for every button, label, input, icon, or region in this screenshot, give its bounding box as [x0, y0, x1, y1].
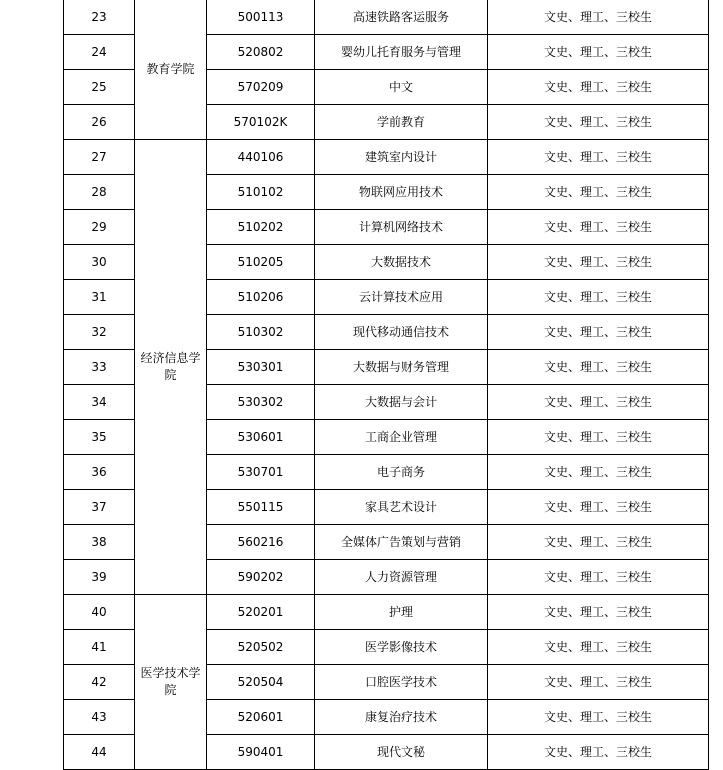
row-number-cell: 35 [64, 420, 135, 455]
category-cell: 文史、理工、三校生 [488, 700, 709, 735]
row-number-cell: 34 [64, 385, 135, 420]
row-number-cell: 40 [64, 595, 135, 630]
table-body [64, 0, 709, 770]
major-code-cell: 550115 [207, 490, 315, 525]
major-name-cell: 婴幼儿托育服务与管理 [315, 35, 488, 70]
major-code-cell: 500113 [207, 0, 315, 35]
row-number-cell: 25 [64, 70, 135, 105]
major-code-cell: 520802 [207, 35, 315, 70]
major-code-cell: 520502 [207, 630, 315, 665]
major-code-cell: 510202 [207, 210, 315, 245]
category-cell: 文史、理工、三校生 [488, 0, 709, 35]
major-name-cell: 口腔医学技术 [315, 665, 488, 700]
major-name-cell: 现代移动通信技术 [315, 315, 488, 350]
table-row [64, 140, 709, 175]
row-number-cell: 24 [64, 35, 135, 70]
major-name-cell: 建筑室内设计 [315, 140, 488, 175]
major-name-cell: 大数据技术 [315, 245, 488, 280]
major-code-cell: 570102K [207, 105, 315, 140]
category-cell: 文史、理工、三校生 [488, 420, 709, 455]
row-number-cell: 36 [64, 455, 135, 490]
category-cell: 文史、理工、三校生 [488, 315, 709, 350]
row-number-cell: 44 [64, 735, 135, 770]
major-name-cell: 工商企业管理 [315, 420, 488, 455]
major-code-cell: 440106 [207, 140, 315, 175]
category-cell: 文史、理工、三校生 [488, 35, 709, 70]
category-cell: 文史、理工、三校生 [488, 560, 709, 595]
major-name-cell: 电子商务 [315, 455, 488, 490]
category-cell: 文史、理工、三校生 [488, 595, 709, 630]
category-cell: 文史、理工、三校生 [488, 175, 709, 210]
row-number-cell: 32 [64, 315, 135, 350]
category-cell: 文史、理工、三校生 [488, 140, 709, 175]
major-name-cell: 大数据与财务管理 [315, 350, 488, 385]
major-name-cell: 大数据与会计 [315, 385, 488, 420]
row-number-cell: 31 [64, 280, 135, 315]
row-number-cell: 29 [64, 210, 135, 245]
major-name-cell: 现代文秘 [315, 735, 488, 770]
category-cell: 文史、理工、三校生 [488, 70, 709, 105]
category-cell: 文史、理工、三校生 [488, 350, 709, 385]
major-name-cell: 全媒体广告策划与营销 [315, 525, 488, 560]
major-code-cell: 560216 [207, 525, 315, 560]
major-name-cell: 计算机网络技术 [315, 210, 488, 245]
major-code-cell: 510206 [207, 280, 315, 315]
table-row [64, 595, 709, 630]
category-cell: 文史、理工、三校生 [488, 385, 709, 420]
row-number-cell: 30 [64, 245, 135, 280]
major-code-cell: 530302 [207, 385, 315, 420]
major-name-cell: 中文 [315, 70, 488, 105]
major-code-cell: 590401 [207, 735, 315, 770]
major-name-cell: 物联网应用技术 [315, 175, 488, 210]
major-name-cell: 学前教育 [315, 105, 488, 140]
major-code-cell: 520504 [207, 665, 315, 700]
category-cell: 文史、理工、三校生 [488, 280, 709, 315]
row-number-cell: 43 [64, 700, 135, 735]
category-cell: 文史、理工、三校生 [488, 525, 709, 560]
college-cell: 教育学院 [135, 0, 207, 140]
major-code-cell: 590202 [207, 560, 315, 595]
major-name-cell: 云计算技术应用 [315, 280, 488, 315]
major-code-cell: 530701 [207, 455, 315, 490]
major-code-cell: 530601 [207, 420, 315, 455]
row-number-cell: 26 [64, 105, 135, 140]
row-number-cell: 37 [64, 490, 135, 525]
category-cell: 文史、理工、三校生 [488, 630, 709, 665]
major-name-cell: 医学影像技术 [315, 630, 488, 665]
row-number-cell: 23 [64, 0, 135, 35]
category-cell: 文史、理工、三校生 [488, 210, 709, 245]
majors-table [63, 0, 709, 770]
row-number-cell: 28 [64, 175, 135, 210]
row-number-cell: 39 [64, 560, 135, 595]
category-cell: 文史、理工、三校生 [488, 105, 709, 140]
major-name-cell: 人力资源管理 [315, 560, 488, 595]
major-code-cell: 520201 [207, 595, 315, 630]
major-code-cell: 570209 [207, 70, 315, 105]
major-code-cell: 510205 [207, 245, 315, 280]
category-cell: 文史、理工、三校生 [488, 735, 709, 770]
major-name-cell: 康复治疗技术 [315, 700, 488, 735]
row-number-cell: 27 [64, 140, 135, 175]
major-code-cell: 530301 [207, 350, 315, 385]
table-row [64, 0, 709, 35]
category-cell: 文史、理工、三校生 [488, 490, 709, 525]
category-cell: 文史、理工、三校生 [488, 245, 709, 280]
row-number-cell: 38 [64, 525, 135, 560]
major-code-cell: 510102 [207, 175, 315, 210]
major-name-cell: 护理 [315, 595, 488, 630]
row-number-cell: 33 [64, 350, 135, 385]
major-name-cell: 高速铁路客运服务 [315, 0, 488, 35]
category-cell: 文史、理工、三校生 [488, 665, 709, 700]
college-cell: 医学技术学院 [135, 595, 207, 770]
row-number-cell: 42 [64, 665, 135, 700]
row-number-cell: 41 [64, 630, 135, 665]
college-cell: 经济信息学院 [135, 140, 207, 595]
category-cell: 文史、理工、三校生 [488, 455, 709, 490]
major-code-cell: 520601 [207, 700, 315, 735]
major-code-cell: 510302 [207, 315, 315, 350]
major-name-cell: 家具艺术设计 [315, 490, 488, 525]
